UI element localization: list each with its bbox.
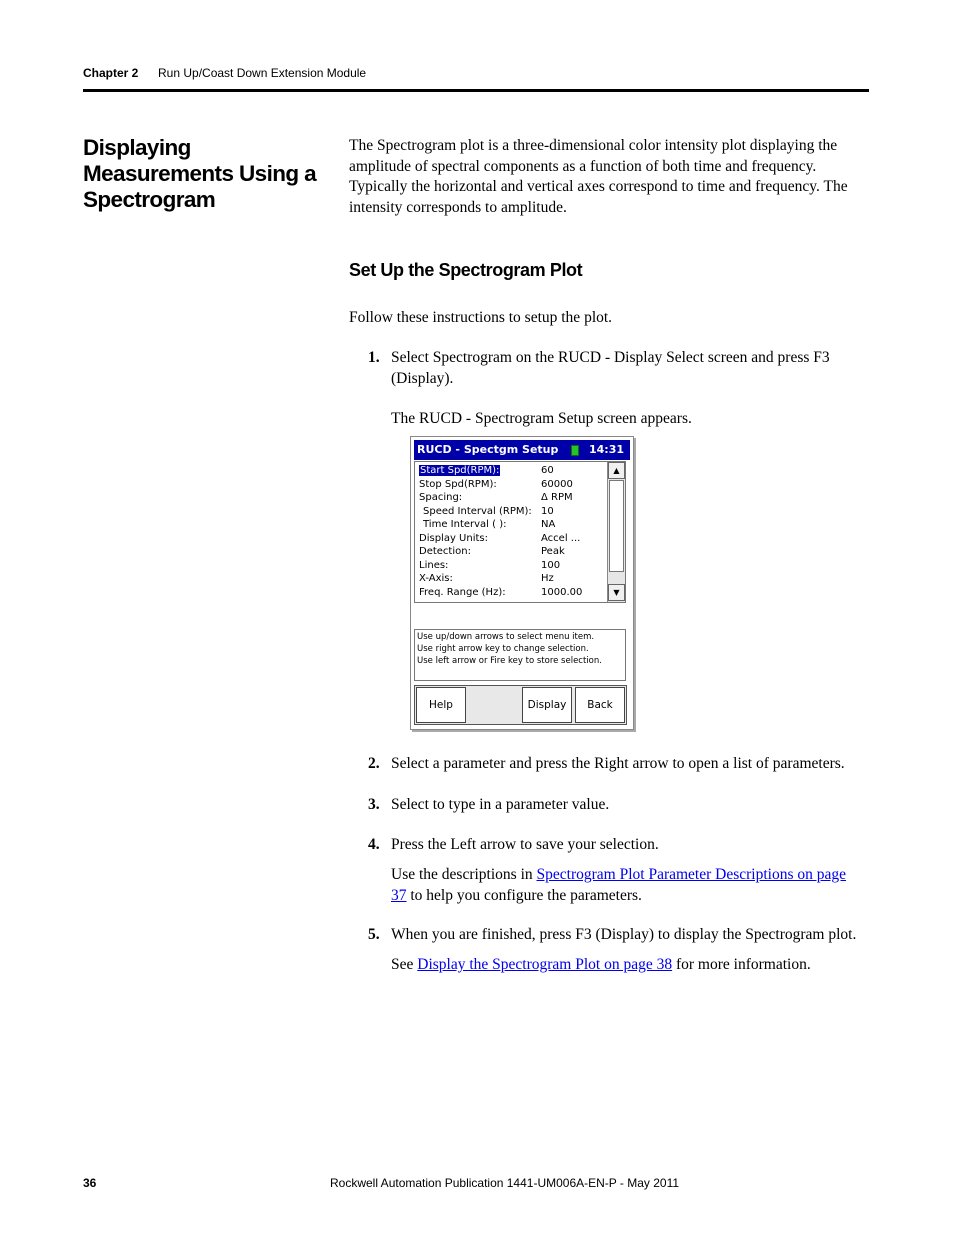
header-rule	[83, 89, 869, 92]
param-label[interactable]: Detection:	[419, 546, 471, 557]
step-text: Press the Left arrow to save your selection.	[391, 836, 659, 853]
parameter-list[interactable]	[414, 461, 626, 603]
step-4	[368, 835, 873, 856]
param-value[interactable]: Accel ...	[541, 532, 581, 544]
step-text: When you are finished, press F3 (Display) to display the Spectrogram plot.	[391, 926, 857, 943]
device-titlebar	[414, 440, 630, 460]
scrollbar[interactable]	[607, 462, 625, 602]
back-button[interactable]: Back	[575, 687, 625, 723]
follow-paragraph: Follow these instructions to setup the plot.	[349, 309, 613, 326]
help-line: Use up/down arrows to select menu item.	[417, 632, 595, 642]
step-number: 1.	[368, 349, 380, 366]
step-3	[368, 795, 873, 816]
parameter-descriptions-link[interactable]: Spectrogram Plot Parameter Descriptions on page 37	[391, 866, 847, 904]
step-5	[368, 925, 873, 946]
chapter-label: Chapter 2	[83, 66, 139, 80]
param-label[interactable]: Speed Interval (RPM):	[423, 505, 532, 517]
param-value[interactable]: 100	[541, 559, 561, 571]
param-label[interactable]: Freq. Range (Hz):	[419, 586, 506, 598]
softkey-bar	[414, 685, 627, 725]
param-value[interactable]: Δ RPM	[541, 492, 573, 503]
battery-icon	[571, 445, 579, 456]
param-value[interactable]: 1000.00	[541, 586, 583, 598]
param-label[interactable]: Display Units:	[419, 532, 488, 544]
help-line: Use left arrow or Fire key to store selection.	[417, 656, 602, 666]
param-value[interactable]: 60000	[541, 478, 573, 490]
help-text-box	[414, 629, 626, 681]
display-button[interactable]: Display	[522, 687, 572, 723]
step-5-note: See Display the Spectrogram Plot on page 38 for more information.	[391, 956, 811, 973]
param-label[interactable]: Lines:	[419, 559, 449, 571]
step-2	[368, 754, 873, 775]
step-text: Select a parameter and press the Right arrow to open a list of parameters.	[391, 755, 845, 772]
param-value[interactable]: 60	[541, 465, 554, 476]
scroll-down-icon[interactable]: ▼	[608, 584, 625, 601]
device-title: RUCD - Spectgm Setup	[417, 443, 559, 456]
param-value[interactable]: Hz	[541, 573, 554, 584]
step-number: 2.	[368, 755, 380, 772]
intro-paragraph: The Spectrogram plot is a three-dimensional color intensity plot displaying the amplitude of spectral components as a function of both time and frequency. Typically the horizontal and vertical axes correspond to time and frequency. The intensity corresponds to amplitude.	[349, 137, 848, 216]
help-line: Use right arrow key to change selection.	[417, 644, 589, 654]
step-number: 5.	[368, 926, 380, 943]
param-label[interactable]: Stop Spd(RPM):	[419, 478, 497, 490]
step-text: Select Spectrogram on the RUCD - Display Select screen and press F3 (Display).	[391, 349, 830, 387]
device-time: 14:31	[588, 443, 624, 456]
chapter-title: Run Up/Coast Down Extension Module	[158, 66, 367, 80]
step-4-note: Use the descriptions in Spectrogram Plot Parameter Descriptions on page 37 to help you configure the parameters.	[391, 866, 847, 904]
scroll-up-icon[interactable]: ▲	[608, 462, 625, 479]
param-label[interactable]: Spacing:	[419, 492, 463, 503]
device-screenshot	[410, 436, 634, 730]
display-spectrogram-link[interactable]: Display the Spectrogram Plot on page 38	[417, 956, 673, 973]
section-title: Displaying Measurements Using a Spectrogram	[83, 135, 317, 212]
param-label[interactable]: Time Interval ( ):	[423, 519, 507, 530]
publication-info: Rockwell Automation Publication 1441-UM006A-EN-P - May 2011	[330, 1176, 680, 1190]
param-value[interactable]: 10	[541, 505, 554, 517]
step-1	[368, 348, 873, 389]
help-button[interactable]: Help	[416, 687, 466, 723]
subsection-title: Set Up the Spectrogram Plot	[349, 260, 583, 280]
param-label[interactable]: Start Spd(RPM):	[420, 465, 500, 476]
step-number: 4.	[368, 836, 380, 853]
param-value[interactable]: NA	[541, 519, 556, 530]
page-number: 36	[83, 1176, 97, 1190]
step-1-result: The RUCD - Spectrogram Setup screen appears.	[391, 410, 692, 427]
step-number: 3.	[368, 796, 380, 813]
param-value[interactable]: Peak	[541, 546, 565, 557]
param-label[interactable]: X-Axis:	[419, 573, 453, 584]
scroll-thumb[interactable]	[609, 480, 624, 572]
step-text: Select to type in a parameter value.	[391, 796, 610, 813]
